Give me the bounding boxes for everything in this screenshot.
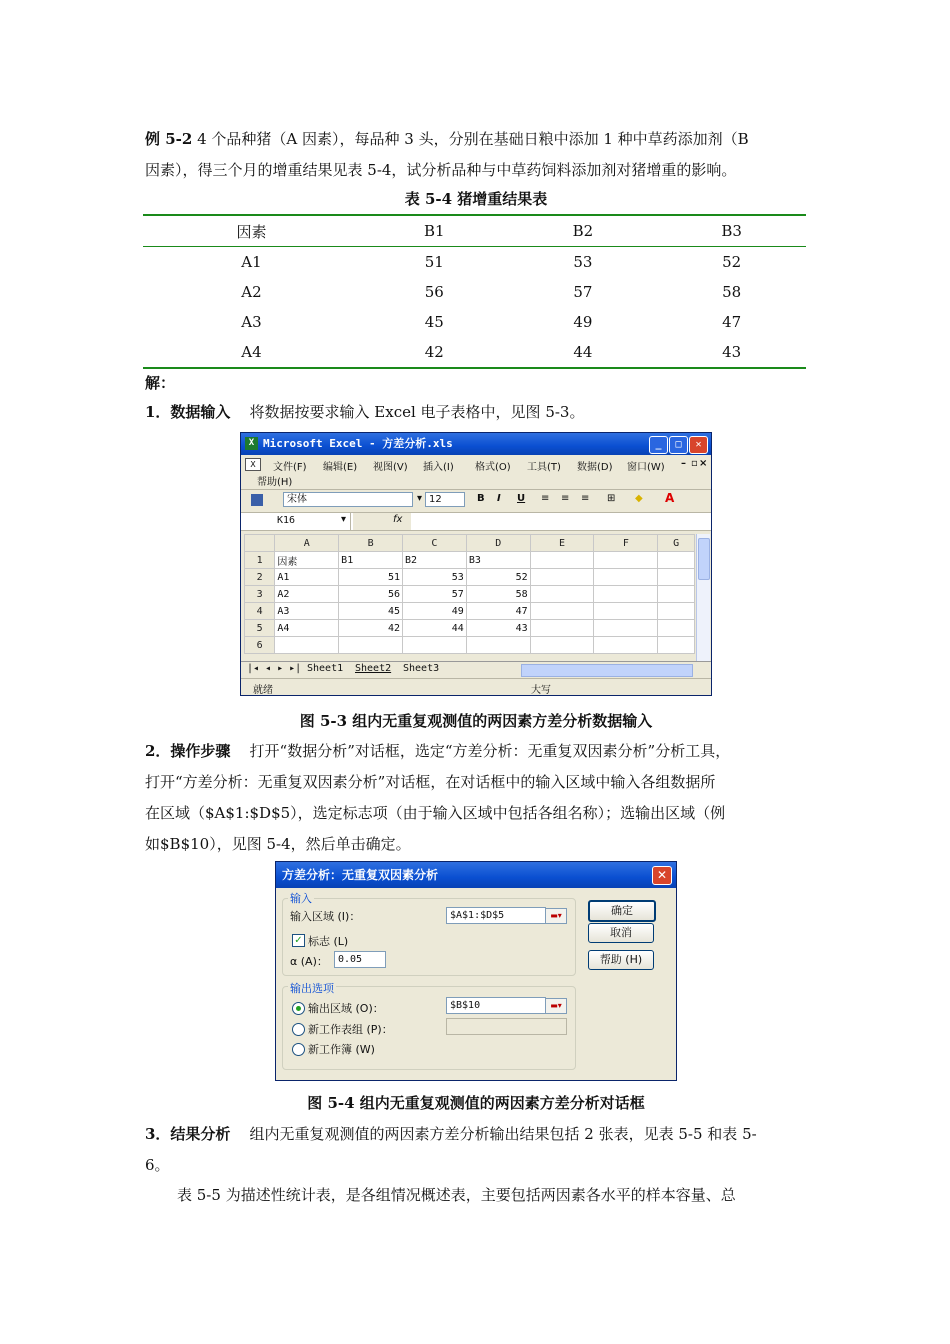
table54-caption: 表 5-4 猪增重结果表 bbox=[404, 190, 548, 208]
example-text-1: 4 个品种猪（A 因素），每品种 3 头，分别在基础日粮中添加 1 种中草药添加剂（B bbox=[197, 130, 749, 148]
cell[interactable] bbox=[339, 637, 403, 654]
cell[interactable] bbox=[658, 637, 695, 654]
cell[interactable] bbox=[403, 637, 467, 654]
step3-label: 3．结果分析 bbox=[145, 1125, 231, 1143]
table-cell: A3 bbox=[241, 313, 262, 331]
table-cell: 58 bbox=[722, 283, 742, 301]
cell[interactable]: 58 bbox=[466, 586, 530, 603]
bold-button[interactable]: B bbox=[477, 493, 485, 504]
menu-insert[interactable]: 插入(I) bbox=[423, 462, 454, 473]
table-header-cell: B2 bbox=[509, 215, 658, 247]
labels-checkbox-label: 标志 (L) bbox=[308, 935, 349, 948]
sheet-row bbox=[245, 637, 695, 654]
step2-line-1 bbox=[145, 736, 807, 767]
cell[interactable] bbox=[658, 552, 695, 569]
input-group-label: 输入 bbox=[290, 892, 312, 905]
menu-window[interactable]: 窗口(W) bbox=[627, 462, 665, 473]
step2-line-3: 在区域（$A$1:$D$5），选定标志项（由于输入区域中包括各组名称）；选输出区域（例 bbox=[145, 804, 726, 822]
excel-title-bar bbox=[241, 433, 711, 455]
doc-close-icon[interactable]: × bbox=[699, 458, 708, 469]
align-center-icon[interactable]: ≡ bbox=[561, 493, 570, 504]
sheet-tabs bbox=[241, 661, 711, 678]
cell[interactable] bbox=[658, 586, 695, 603]
status-caps: 大写 bbox=[531, 685, 551, 696]
sheet-row bbox=[245, 586, 695, 603]
cell[interactable] bbox=[530, 586, 594, 603]
cell[interactable]: 49 bbox=[403, 603, 467, 620]
column-header[interactable]: G bbox=[658, 535, 695, 552]
table-header-row bbox=[143, 215, 806, 247]
step3-line-1 bbox=[145, 1119, 807, 1150]
cell[interactable] bbox=[530, 620, 594, 637]
step3-line-2: 6。 bbox=[145, 1156, 170, 1174]
name-box-dropdown-icon[interactable]: ▾ bbox=[341, 514, 347, 525]
new-book-radio[interactable] bbox=[292, 1043, 305, 1056]
menu-tools[interactable]: 工具(T) bbox=[527, 462, 561, 473]
table-cell: 49 bbox=[573, 313, 593, 331]
step2-line-4: 如$B$10），见图 5-4，然后单击确定。 bbox=[145, 835, 411, 853]
tab-sheet3[interactable]: Sheet3 bbox=[403, 663, 440, 674]
scroll-thumb[interactable] bbox=[698, 538, 710, 580]
italic-button[interactable]: I bbox=[497, 493, 501, 504]
table-row bbox=[143, 337, 806, 368]
sheet-row bbox=[245, 620, 695, 637]
step1-line bbox=[145, 397, 807, 428]
menu-data[interactable]: 数据(D) bbox=[577, 462, 613, 473]
cell[interactable] bbox=[658, 603, 695, 620]
excel-app-icon: X bbox=[245, 437, 258, 450]
sheet-row bbox=[245, 552, 695, 569]
collapse-dialog-icon[interactable]: ▬▾ bbox=[545, 908, 567, 924]
font-dropdown-icon[interactable]: ▾ bbox=[417, 493, 423, 504]
align-left-icon[interactable]: ≡ bbox=[541, 493, 550, 504]
menu-format[interactable]: 格式(O) bbox=[475, 462, 511, 473]
dialog-title: 方差分析：无重复双因素分析 bbox=[282, 868, 439, 882]
cell[interactable] bbox=[594, 620, 658, 637]
fill-color-icon[interactable]: ◆ bbox=[635, 493, 643, 504]
cell[interactable]: B3 bbox=[466, 552, 530, 569]
cell[interactable]: 53 bbox=[403, 569, 467, 586]
input-range-label: 输入区域 (I)： bbox=[290, 910, 361, 923]
cell[interactable]: 56 bbox=[339, 586, 403, 603]
menu-file[interactable]: 文件(F) bbox=[273, 462, 307, 473]
dialog-title-bar bbox=[276, 862, 676, 888]
status-bar bbox=[241, 678, 711, 696]
fig54-caption: 图 5-4 组内无重复观测值的两因素方差分析对话框 bbox=[307, 1094, 645, 1112]
column-header[interactable]: E bbox=[530, 535, 594, 552]
cell[interactable] bbox=[594, 569, 658, 586]
font-color-icon[interactable]: A bbox=[665, 491, 675, 505]
table-cell: 44 bbox=[509, 337, 658, 368]
table-cell: 52 bbox=[722, 253, 742, 271]
cell[interactable]: 47 bbox=[466, 603, 530, 620]
table-cell: 42 bbox=[360, 337, 509, 368]
function-icon[interactable]: fx bbox=[393, 514, 403, 525]
close-icon[interactable]: ✕ bbox=[689, 436, 708, 454]
cell[interactable]: 51 bbox=[339, 569, 403, 586]
tab-sheet1[interactable]: Sheet1 bbox=[307, 663, 344, 674]
step3-paragraph-2: 表 5-5 为描述性统计表，是各组情况概述表，主要包括两因素各水平的样本容量、总 bbox=[177, 1186, 736, 1204]
example-line-2: 因素），得三个月的增重结果见表 5-4，试分析品种与中草药饲料添加剂对猪增重的影响。 bbox=[145, 161, 737, 179]
table-row bbox=[143, 247, 806, 278]
sheet-row bbox=[245, 603, 695, 620]
cell[interactable]: 57 bbox=[403, 586, 467, 603]
table-cell: 57 bbox=[573, 283, 593, 301]
step1-label: 1．数据输入 bbox=[145, 403, 231, 421]
column-header[interactable]: D bbox=[466, 535, 530, 552]
column-header[interactable]: B bbox=[339, 535, 403, 552]
cell[interactable]: 44 bbox=[403, 620, 467, 637]
table-cell: 47 bbox=[722, 313, 742, 331]
table-cell: A4 bbox=[143, 337, 360, 368]
table54 bbox=[143, 214, 806, 369]
menu-edit[interactable]: 编辑(E) bbox=[323, 462, 358, 473]
row-header[interactable]: 4 bbox=[245, 603, 275, 620]
labels-checkbox[interactable]: ✓ bbox=[292, 934, 305, 947]
sheet-row bbox=[245, 569, 695, 586]
cell[interactable]: A4 bbox=[275, 620, 339, 637]
select-all-corner[interactable] bbox=[245, 535, 275, 552]
horizontal-scrollbar[interactable] bbox=[521, 664, 693, 677]
output-group-label: 输出选项 bbox=[290, 982, 334, 995]
row-header[interactable]: 1 bbox=[245, 552, 275, 569]
column-header[interactable]: A bbox=[275, 535, 339, 552]
cell[interactable]: 52 bbox=[466, 569, 530, 586]
cell[interactable]: 42 bbox=[339, 620, 403, 637]
step2-line-2: 打开“方差分析：无重复双因素分析”对话框，在对话框中的输入区域中输入各组数据所 bbox=[145, 773, 716, 791]
excel-window bbox=[240, 432, 712, 696]
underline-button[interactable]: U bbox=[517, 493, 526, 504]
workbook-icon[interactable]: X bbox=[245, 458, 261, 471]
excel-title: Microsoft Excel - 方差分析.xls bbox=[263, 437, 453, 450]
new-book-label: 新工作簿 (W) bbox=[308, 1043, 375, 1056]
tab-nav-icons[interactable]: |◂ ◂ ▸ ▸| bbox=[247, 663, 302, 674]
cell[interactable] bbox=[530, 569, 594, 586]
cell[interactable] bbox=[594, 586, 658, 603]
output-range-label: 输出区域 (O)： bbox=[308, 1002, 384, 1015]
cell[interactable]: A1 bbox=[275, 569, 339, 586]
spreadsheet-grid bbox=[244, 534, 695, 654]
column-header[interactable]: C bbox=[403, 535, 467, 552]
cell[interactable]: B1 bbox=[339, 552, 403, 569]
name-box[interactable]: K16 bbox=[241, 513, 351, 530]
cell[interactable] bbox=[594, 603, 658, 620]
row-header[interactable]: 3 bbox=[245, 586, 275, 603]
cell[interactable]: 45 bbox=[339, 603, 403, 620]
status-ready: 就绪 bbox=[253, 685, 273, 696]
column-header[interactable]: F bbox=[594, 535, 658, 552]
tab-sheet2[interactable]: Sheet2 bbox=[355, 663, 392, 674]
borders-icon[interactable]: ⊞ bbox=[607, 493, 616, 504]
ok-button[interactable]: 确定 bbox=[588, 900, 656, 922]
help-button[interactable]: 帮助 (H) bbox=[588, 950, 654, 970]
cell[interactable]: 因素 bbox=[275, 552, 339, 569]
maximize-icon[interactable]: □ bbox=[669, 436, 688, 454]
solution-label: 解： bbox=[145, 374, 176, 392]
cell[interactable]: A3 bbox=[275, 603, 339, 620]
font-size-select[interactable]: 12 bbox=[425, 492, 465, 507]
table-row bbox=[143, 277, 806, 307]
output-range-field[interactable]: $B$10 bbox=[446, 997, 546, 1014]
cell[interactable] bbox=[530, 552, 594, 569]
table-header-cell: B1 bbox=[360, 215, 509, 247]
font-name-select[interactable]: 宋体 bbox=[283, 492, 413, 507]
menu-view[interactable]: 视图(V) bbox=[373, 462, 408, 473]
step2-text-1: 打开“数据分析”对话框，选定“方差分析：无重复双因素分析”分析工具， bbox=[249, 742, 731, 760]
row-header[interactable]: 2 bbox=[245, 569, 275, 586]
excel-menu-bar bbox=[241, 455, 711, 490]
example-line-1 bbox=[145, 124, 807, 155]
table-row bbox=[143, 307, 806, 337]
cell[interactable] bbox=[658, 569, 695, 586]
table-cell: A2 bbox=[241, 283, 262, 301]
table-header-cell: B3 bbox=[657, 215, 806, 247]
collapse-dialog-icon[interactable]: ▬▾ bbox=[545, 998, 567, 1014]
row-header[interactable]: 6 bbox=[245, 637, 275, 654]
alpha-label: α (A)： bbox=[290, 955, 328, 968]
minimize-icon[interactable]: _ bbox=[649, 436, 668, 454]
new-sheet-field[interactable] bbox=[446, 1018, 567, 1035]
save-icon[interactable] bbox=[251, 494, 263, 506]
cell[interactable] bbox=[594, 637, 658, 654]
step3-text-1: 组内无重复观测值的两因素方差分析输出结果包括 2 张表，见表 5-5 和表 5- bbox=[249, 1125, 757, 1143]
cell[interactable]: A2 bbox=[275, 586, 339, 603]
fig53-caption: 图 5-3 组内无重复观测值的两因素方差分析数据输入 bbox=[299, 712, 653, 730]
doc-minimize-icon[interactable]: – bbox=[681, 458, 686, 469]
row-header[interactable]: 5 bbox=[245, 620, 275, 637]
cell[interactable]: 43 bbox=[466, 620, 530, 637]
align-right-icon[interactable]: ≡ bbox=[581, 493, 590, 504]
cell[interactable]: B2 bbox=[403, 552, 467, 569]
cell[interactable] bbox=[275, 637, 339, 654]
table-cell: 53 bbox=[573, 253, 593, 271]
table-cell: 51 bbox=[424, 253, 444, 271]
table-cell: 56 bbox=[424, 283, 444, 301]
column-header-row bbox=[245, 535, 695, 552]
table-cell: 43 bbox=[657, 337, 806, 368]
cell[interactable] bbox=[594, 552, 658, 569]
input-range-field[interactable]: $A$1:$D$5 bbox=[446, 907, 546, 924]
cancel-button[interactable]: 取消 bbox=[588, 923, 654, 943]
alpha-field[interactable]: 0.05 bbox=[334, 951, 386, 968]
table-header-cell: 因素 bbox=[143, 215, 360, 247]
cell[interactable] bbox=[530, 637, 594, 654]
formula-bar bbox=[241, 513, 711, 531]
step1-text: 将数据按要求输入 Excel 电子表格中，见图 5-3。 bbox=[249, 403, 585, 421]
example-label: 例 5-2 bbox=[145, 130, 193, 148]
cell[interactable] bbox=[530, 603, 594, 620]
anova-dialog bbox=[275, 861, 677, 1081]
new-sheet-radio[interactable] bbox=[292, 1023, 305, 1036]
vertical-scrollbar[interactable] bbox=[696, 534, 710, 662]
menu-help[interactable]: 帮助(H) bbox=[257, 477, 293, 488]
doc-restore-icon[interactable]: ▫ bbox=[691, 458, 698, 469]
cell[interactable] bbox=[658, 620, 695, 637]
new-sheet-label: 新工作表组 (P)： bbox=[308, 1023, 393, 1036]
excel-toolbar bbox=[241, 490, 711, 513]
step2-label: 2．操作步骤 bbox=[145, 742, 231, 760]
output-range-radio[interactable] bbox=[292, 1002, 305, 1015]
close-icon[interactable]: ✕ bbox=[652, 866, 672, 885]
table-cell: A1 bbox=[241, 253, 262, 271]
cell[interactable] bbox=[466, 637, 530, 654]
table-cell: 45 bbox=[424, 313, 444, 331]
